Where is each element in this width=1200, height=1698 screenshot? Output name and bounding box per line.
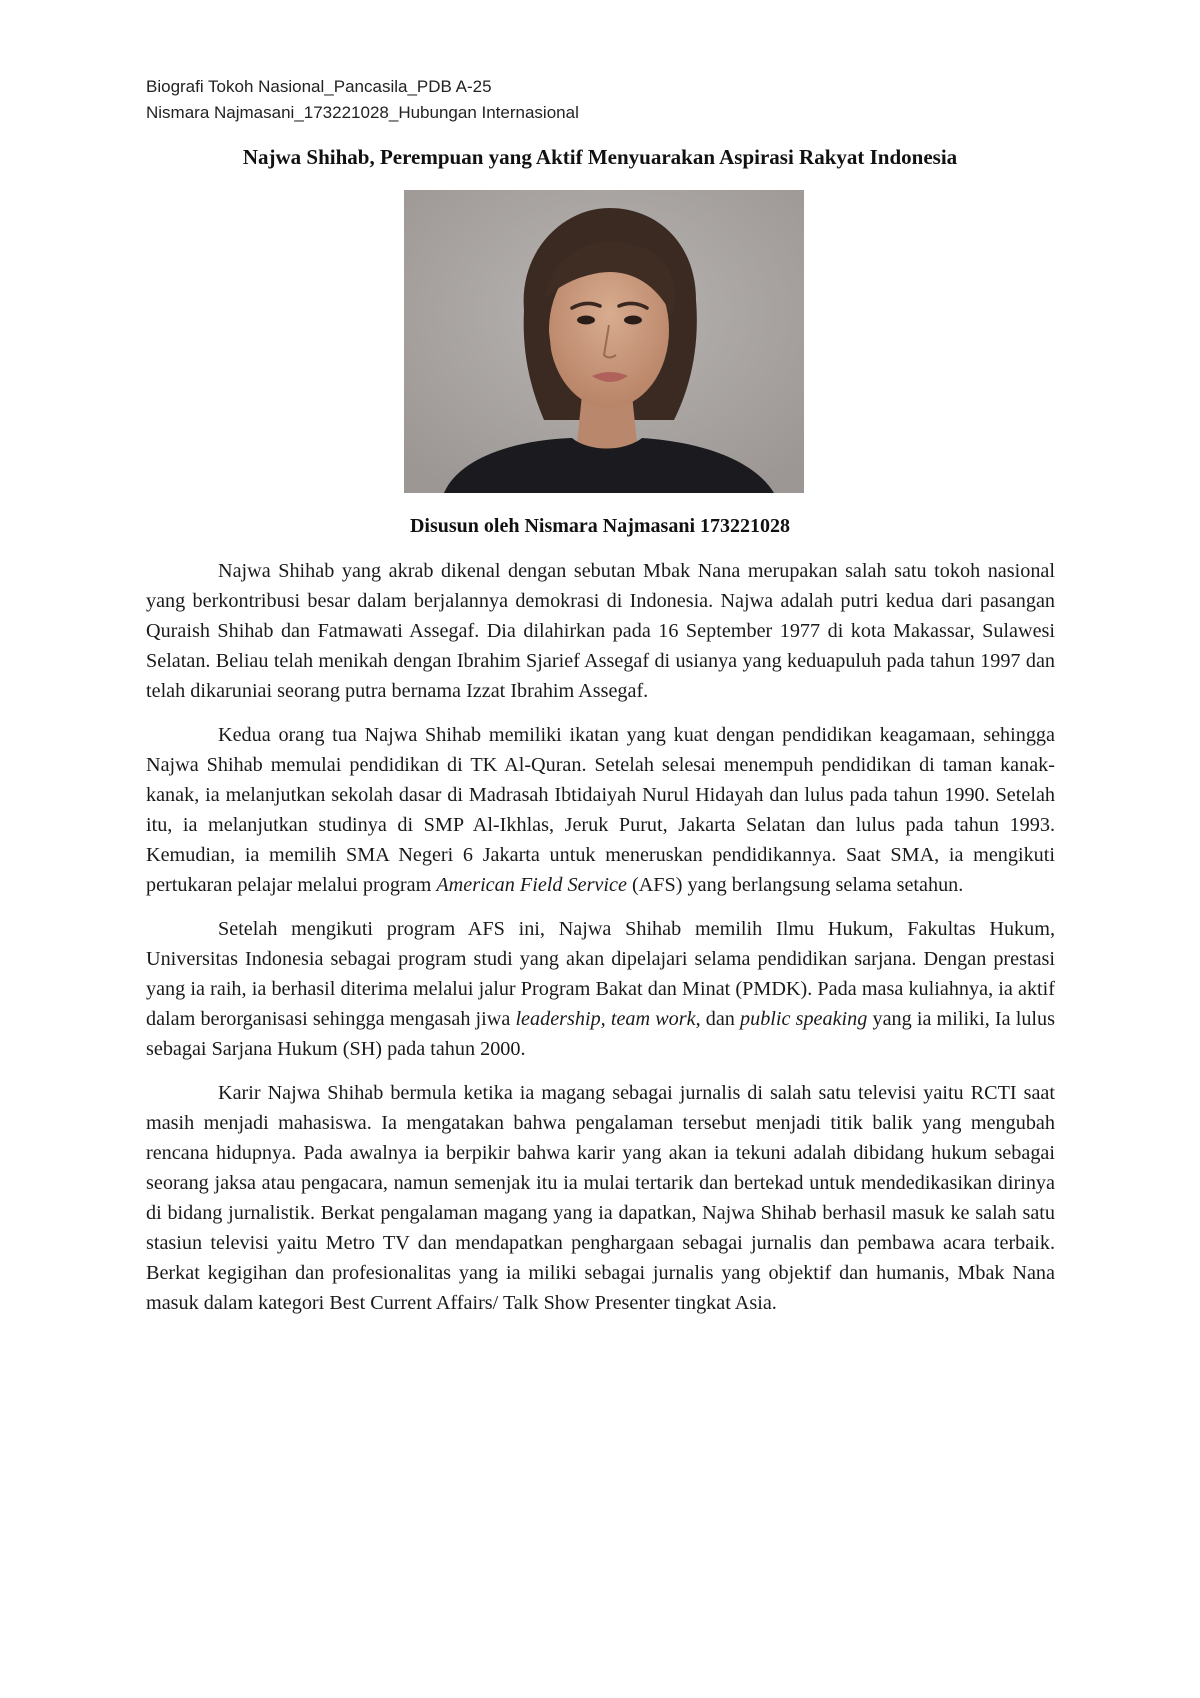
paragraph-family xyxy=(146,556,1055,706)
paragraph-university-mid: , dan xyxy=(695,1008,741,1030)
skills-public-speaking: public speaking xyxy=(740,1008,868,1030)
portrait-illustration xyxy=(404,190,804,493)
paragraph-education-text: Kedua orang tua Najwa Shihab memiliki ikatan yang kuat dengan pendidikan keagamaan, sehingga Najwa Shihab memulai pendidikan di TK Al-Quran. Setelah selesai menempuh pendidikan di taman kanak-kanak, ia melanjutkan sekolah dasar di Madrasah Ibtidaiyah Nurul Hidayah dan lulus pada tahun 1990. Setelah itu, ia melanjutkan studinya di SMP Al-Ikhlas, Jeruk Purut, Jakarta Selatan dan lulus pada tahun 1993. Kemudian, ia memilih SMA Negeri 6 Jakarta untuk meneruskan pendidikannya. Saat SMA, ia mengikuti pertukaran pelajar melalui program xyxy=(146,724,1055,896)
paragraph-career xyxy=(146,1078,1055,1318)
paragraph-university-text: Setelah mengikuti program AFS ini, Najwa Shihab memilih Ilmu Hukum, Fakultas Hukum, Universitas Indonesia sebagai program studi yang akan dipelajari selama pendidikan sarjana. Dengan prestasi yang ia raih, ia berhasil diterima melalui jalur Program Bakat dan Minat (PMDK). Pada masa kuliahnya, ia aktif dalam berorganisasi sehingga mengasah jiwa xyxy=(146,918,1055,1030)
document-header xyxy=(146,74,579,126)
right-eye xyxy=(624,316,642,325)
page-title: Najwa Shihab, Perempuan yang Aktif Menyuarakan Aspirasi Rakyat Indonesia xyxy=(242,145,958,169)
portrait-photo xyxy=(404,190,804,493)
biography-body xyxy=(146,556,1055,1332)
afs-program-name: American Field Service xyxy=(436,874,627,896)
paragraph-family-text: Najwa Shihab yang akrab dikenal dengan sebutan Mbak Nana merupakan salah satu tokoh nasional yang berkontribusi besar dalam berjalannya demokrasi di Indonesia. Najwa adalah putri kedua dari pasangan Quraish Shihab dan Fatmawati Assegaf. Dia dilahirkan pada 16 September 1977 di kota Makassar, Sulawesi Selatan. Beliau telah menikah dengan Ibrahim Sjarief Assegaf di usianya yang keduapuluh pada tahun 1997 dan telah dikaruniai seorang putra bernama Izzat Ibrahim Assegaf. xyxy=(146,560,1055,702)
paragraph-university-end: yang ia miliki, Ia lulus sebagai Sarjana Hukum (SH) pada tahun 2000. xyxy=(146,1008,1055,1060)
paragraph-university xyxy=(146,914,1055,1064)
left-eye xyxy=(577,316,595,325)
paragraph-education xyxy=(146,720,1055,900)
skills-leadership: leadership, team work xyxy=(515,1008,696,1030)
paragraph-career-text: Karir Najwa Shihab bermula ketika ia magang sebagai jurnalis di salah satu televisi yaitu RCTI saat masih menjadi mahasiswa. Ia mengatakan bahwa pengalaman tersebut menjadi titik balik yang mengubah rencana hidupnya. Pada awalnya ia berpikir bahwa karir yang akan ia tekuni adalah dibidang hukum sebagai seorang jaksa atau pengacara, namun semenjak itu ia mulai tertarik dan bertekad untuk mendedikasikan dirinya di bidang jurnalistik. Berkat pengalaman magang yang ia dapatkan, Najwa Shihab berhasil masuk ke salah satu stasiun televisi yaitu Metro TV dan mendapatkan penghargaan sebagai jurnalis dan pembawa acara terbaik. Berkat kegigihan dan profesionalitas yang ia miliki sebagai jurnalis yang objektif dan humanis, Mbak Nana masuk dalam kategori Best Current Affairs/ Talk Show Presenter tingkat Asia. xyxy=(146,1082,1055,1314)
paragraph-education-end: (AFS) yang berlangsung selama setahun. xyxy=(626,874,964,896)
header-author-line: Nismara Najmasani_173221028_Hubungan Internasional xyxy=(146,103,579,122)
header-course-line: Biografi Tokoh Nasional_Pancasila_PDB A-25 xyxy=(146,77,492,96)
author-byline: Disusun oleh Nismara Najmasani 173221028 xyxy=(409,515,791,537)
